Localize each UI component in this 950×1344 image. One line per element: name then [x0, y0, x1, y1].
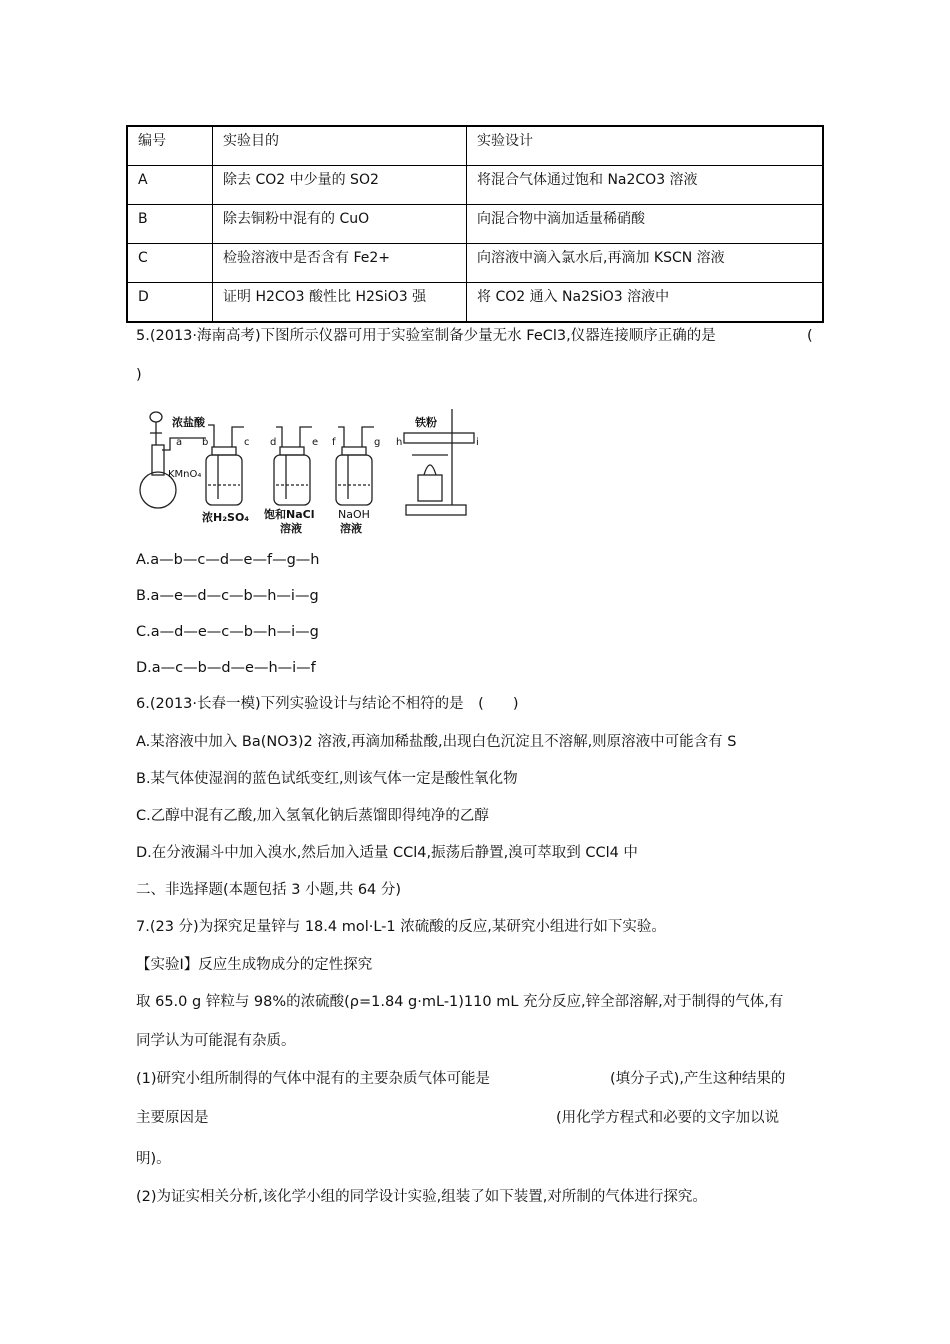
label-nacl-line2: 溶液: [280, 522, 302, 535]
q7-stem: 7.(23 分)为探究足量锌与 18.4 mol·L-1 浓硫酸的反应,某研究小组进行如下实验。: [136, 919, 666, 935]
apparatus-figure: [136, 405, 496, 540]
q7-sub1-text-d: (用化学方程式和必要的文字加以说: [556, 1110, 780, 1126]
label-d: d: [270, 437, 277, 448]
table-header-cell: 实验设计: [467, 126, 824, 166]
q5-paren-close: ): [136, 367, 142, 383]
label-iron-powder: 铁粉: [415, 416, 437, 429]
q6-option-a: A.某溶液中加入 Ba(NO3)2 溶液,再滴加稀盐酸,出现白色沉淀且不溶解,则原溶液中可能含有 S: [136, 734, 737, 750]
table-header-row: [127, 126, 823, 166]
q7-paragraph-1: 取 65.0 g 锌粒与 98%的浓硫酸(ρ=1.84 g·mL-1)110 mL 充分反应,锌全部溶解,对于制得的气体,有: [136, 994, 784, 1010]
table-cell: 向溶液中滴入氯水后,再滴加 KSCN 溶液: [467, 244, 824, 283]
label-f: f: [332, 437, 336, 448]
q5-paren-open: (: [807, 328, 813, 344]
q7-sub1-text-b: (填分子式),产生这种结果的: [610, 1071, 786, 1087]
table-cell: 除去铜粉中混有的 CuO: [213, 205, 467, 244]
q6-option-b: B.某气体使湿润的蓝色试纸变红,则该气体一定是酸性氧化物: [136, 771, 518, 787]
q5-stem: 5.(2013·海南高考)下图所示仪器可用于实验室制备少量无水 FeCl3,仪器连接顺序正确的是: [136, 328, 716, 344]
q7-paragraph-1-cont: 同学认为可能混有杂质。: [136, 1033, 296, 1049]
label-a: a: [176, 437, 183, 448]
label-h: h: [396, 437, 403, 448]
table-cell: 将混合气体通过饱和 Na2CO3 溶液: [467, 166, 824, 205]
table-row: [127, 283, 823, 323]
q7-sub1-text-e: 明)。: [136, 1151, 171, 1167]
q5-option-c: C.a—d—e—c—b—h—i—g: [136, 624, 319, 640]
q6-stem: 6.(2013·长春一模)下列实验设计与结论不相符的是 ( ): [136, 696, 519, 712]
table-row: [127, 244, 823, 283]
table-cell: C: [127, 244, 213, 283]
table-cell: 向混合物中滴加适量稀硝酸: [467, 205, 824, 244]
table-cell: 证明 H2CO3 酸性比 H2SiO3 强: [213, 283, 467, 323]
table-row: [127, 205, 823, 244]
experiment-table: [126, 125, 824, 323]
q7-sub1-text-a: (1)研究小组所制得的气体中混有的主要杂质气体可能是: [136, 1071, 491, 1087]
table-cell: B: [127, 205, 213, 244]
q6-option-c: C.乙醇中混有乙酸,加入氢氧化钠后蒸馏即得纯净的乙醇: [136, 808, 489, 824]
table-header-cell: 实验目的: [213, 126, 467, 166]
table-cell: A: [127, 166, 213, 205]
q5-option-a: A.a—b—c—d—e—f—g—h: [136, 552, 320, 568]
table-cell: D: [127, 283, 213, 323]
label-kmno4: KMnO₄: [168, 469, 202, 480]
label-c: c: [244, 437, 250, 448]
q7-sub2-text: (2)为证实相关分析,该化学小组的同学设计实验,组装了如下装置,对所制的气体进行探究。: [136, 1189, 707, 1205]
table-row: [127, 166, 823, 205]
label-naoh-line1: NaOH: [338, 508, 370, 521]
q7-experiment-1-title: 【实验Ⅰ】反应生成物成分的定性探究: [136, 957, 373, 973]
label-conc-hcl: 浓盐酸: [172, 416, 205, 429]
q5-option-d: D.a—c—b—d—e—h—i—f: [136, 660, 316, 676]
table-cell: 将 CO2 通入 Na2SiO3 溶液中: [467, 283, 824, 323]
q7-sub1-text-c: 主要原因是: [136, 1110, 209, 1126]
label-i: i: [476, 437, 479, 448]
label-naoh-line2: 溶液: [340, 522, 362, 535]
label-e: e: [312, 437, 319, 448]
section-2-heading: 二、非选择题(本题包括 3 小题,共 64 分): [136, 882, 402, 898]
table-header-cell: 编号: [127, 126, 213, 166]
table-cell: 检验溶液中是否含有 Fe2+: [213, 244, 467, 283]
label-b: b: [202, 437, 209, 448]
label-g: g: [374, 437, 381, 448]
label-conc-h2so4: 浓H₂SO₄: [202, 511, 250, 524]
table-cell: 除去 CO2 中少量的 SO2: [213, 166, 467, 205]
q6-option-d: D.在分液漏斗中加入溴水,然后加入适量 CCl4,振荡后静置,溴可萃取到 CCl4 中: [136, 845, 638, 861]
label-nacl-line1: 饱和NaCl: [264, 508, 315, 521]
q5-option-b: B.a—e—d—c—b—h—i—g: [136, 588, 319, 604]
